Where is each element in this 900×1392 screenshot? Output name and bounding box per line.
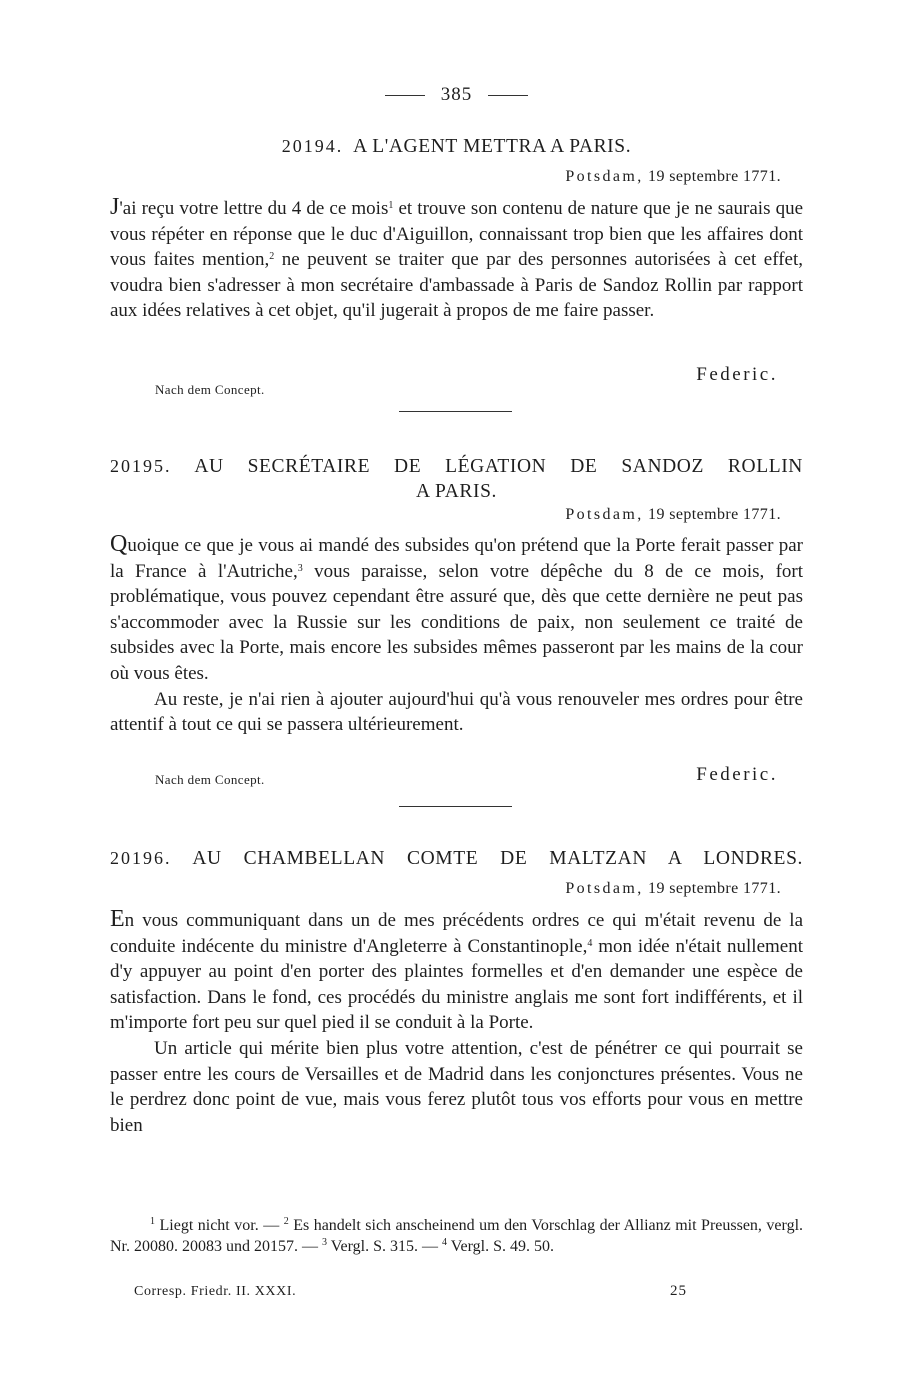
letter-body <box>110 907 803 1138</box>
letter-heading-20196 <box>110 848 803 870</box>
signature: Federic. <box>696 764 778 785</box>
section-divider <box>399 411 512 412</box>
footnote-ref: 1 <box>388 200 394 211</box>
dateline-place: Potsdam, <box>565 506 644 523</box>
body-paragraph: Au reste, je n'ai rien à ajouter aujourd'hui qu'à vous renouveler mes ordres pour être attentif à tout ce qui se passera ultérieurement. <box>110 688 803 736</box>
footnote-marker: 1 <box>150 1216 155 1227</box>
page-number <box>110 84 803 106</box>
footnote-ref: 3 <box>297 562 303 574</box>
footnote-text: Es handelt sich anscheinend um den Vorschlag der Allianz mit Preussen, vergl. Nr. 20080. 20083 und 20157. — <box>110 1217 804 1255</box>
letter-number: 20196. <box>110 848 172 868</box>
body-paragraph <box>110 532 803 687</box>
dateline-date: 19 septembre 1771. <box>648 506 781 523</box>
paragraph-text: vous paraisse, selon votre dépêche du 8 de ce mois, fort problématique, vous pouvez cependant être assuré que, dès que cette dernière ne peut pas s'accommoder avec la Russie sur les conditions de paix, non seulement ce traité de subsides avec la Porte, mais encore les subsides mêmes passeront par les mains de la cour où vous êtes. <box>110 560 803 684</box>
letter-heading-20195-line2 <box>110 481 803 503</box>
dateline-date: 19 septembre 1771. <box>648 880 781 897</box>
letter-number: 20195. <box>110 456 172 476</box>
body-paragraph: Un article qui mérite bien plus votre attention, c'est de pénétrer ce qui pourrait se passer entre les cours de Versailles et de Madrid dans les conjonctures présentes. Vous ne le perdrez donc point de vue, mais vous ferez plutôt tous vos efforts pour vous en mettre bien <box>110 1037 803 1136</box>
footnote-text: Liegt nicht vor. — <box>155 1217 284 1234</box>
letter-body <box>110 532 803 738</box>
letter-recipient: AU SECRÉTAIRE DE LÉGATION DE SANDOZ ROLLIN <box>194 456 803 477</box>
dateline-date: 19 septembre 1771. <box>648 168 781 185</box>
letter-dateline <box>565 880 781 898</box>
letter-recipient: A L'AGENT METTRA A PARIS. <box>353 136 632 157</box>
footnote-text: Vergl. S. 49. 50. <box>446 1238 554 1255</box>
letter-heading-20195 <box>110 456 803 478</box>
paragraph-text: n vous communiquant dans un de mes précédents ordres ce qui m'était revenu de la conduite indécente du ministre d'Angleterre à Constantinople, <box>110 910 803 957</box>
paragraph-text: 'ai reçu votre lettre du 4 de ce mois <box>119 198 389 219</box>
footnote-marker: 3 <box>322 1237 327 1248</box>
dropcap: J <box>110 194 120 220</box>
paragraph-text: et trouve son contenu de nature que je ne saurais que vous répéter en réponse que le duc d'Aiguillon, connaissant trop bien que les affaires dont vous faites mention, <box>110 198 804 271</box>
section-divider <box>399 806 512 807</box>
footnotes <box>110 1215 803 1257</box>
footnote-ref: 4 <box>587 937 593 949</box>
letter-dateline <box>565 168 781 186</box>
letter-body <box>110 195 803 324</box>
dateline-place: Potsdam, <box>565 880 644 897</box>
footnote-block <box>110 1215 803 1257</box>
dateline-place: Potsdam, <box>565 168 644 185</box>
footer-series-title: Corresp. Friedr. II. XXXI. <box>134 1284 297 1299</box>
letter-number: 20194. <box>281 136 344 156</box>
body-paragraph <box>110 907 803 1036</box>
footnote-marker: 2 <box>283 1216 289 1227</box>
letter-recipient: AU CHAMBELLAN COMTE DE MALTZAN A LONDRES. <box>192 848 803 869</box>
signature: Federic. <box>696 364 778 385</box>
page-number-dash-left <box>385 95 425 96</box>
dropcap: E <box>110 906 125 932</box>
letter-dateline <box>565 506 781 524</box>
page-number-dash-right <box>488 95 528 96</box>
body-paragraph <box>110 195 803 324</box>
footnote-text: Vergl. S. 315. — <box>327 1238 442 1255</box>
paragraph-text: ne peuvent se traiter que par des personnes autorisées à cet effet, voudra bien s'adresser à mon secrétaire d'ambassade à Paris de Sandoz Rollin par rapport aux idées relatives à cet objet, qu'il jugerait à propos de me faire passer. <box>110 249 804 322</box>
letter-heading-20194 <box>110 136 803 158</box>
footnote-ref: 2 <box>269 251 275 263</box>
footnote-marker: 4 <box>441 1237 447 1248</box>
footer-signature-mark: 25 <box>670 1283 687 1299</box>
letter-recipient-city: A PARIS. <box>415 481 498 502</box>
source-note: Nach dem Concept. <box>155 382 265 397</box>
source-note: Nach dem Concept. <box>155 772 265 787</box>
dropcap: Q <box>110 531 128 557</box>
paragraph-text: uoique ce que je vous ai mandé des subsides qu'on prétend que la Porte ferait passer par la France à l'Autriche, <box>110 535 803 582</box>
page-number-text: 385 <box>440 84 473 105</box>
paragraph-text: mon idée n'était nullement d'y appuyer au point d'en porter des plaintes formelles et d'en demander une espèce de satisfaction. Dans le fond, ces procédés du ministre anglais me sont fort indifférents, et il m'importe fort peu sur quel pied il se conduit à la Porte. <box>110 935 803 1034</box>
